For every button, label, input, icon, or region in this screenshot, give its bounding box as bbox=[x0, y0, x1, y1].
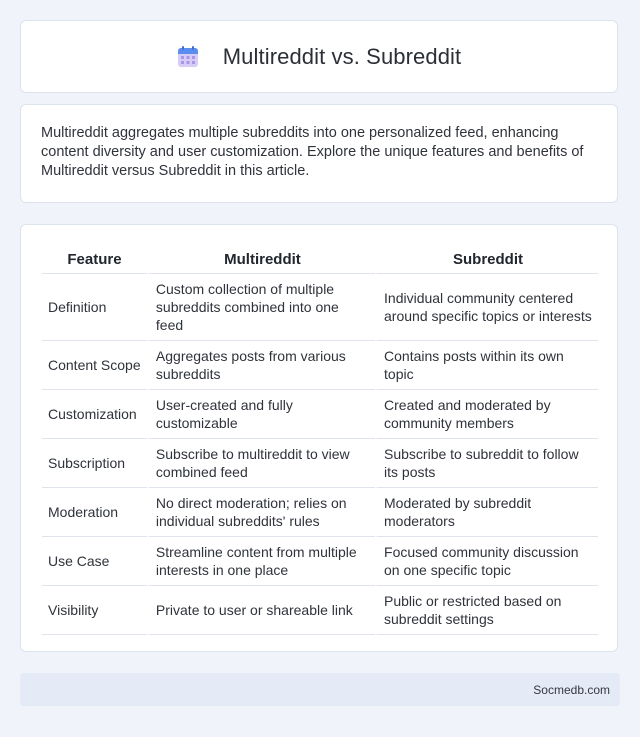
multireddit-cell: Subscribe to multireddit to view combined feed bbox=[147, 438, 375, 487]
feature-cell: Visibility bbox=[42, 585, 147, 635]
footer-bar bbox=[20, 673, 620, 706]
title-card bbox=[20, 20, 618, 93]
comparison-table bbox=[42, 243, 598, 635]
multireddit-cell: No direct moderation; relies on individual subreddits' rules bbox=[147, 487, 375, 536]
table-row bbox=[42, 536, 598, 585]
header-subreddit: Subreddit bbox=[375, 243, 598, 273]
feature-cell: Customization bbox=[42, 389, 147, 438]
subreddit-cell: Public or restricted based on subreddit settings bbox=[375, 585, 598, 635]
footer-site-name: Socmedb.com bbox=[533, 682, 610, 697]
feature-cell: Use Case bbox=[42, 536, 147, 585]
subreddit-cell: Individual community centered around specific topics or interests bbox=[375, 273, 598, 340]
header-feature: Feature bbox=[67, 251, 122, 268]
table-row bbox=[42, 273, 598, 340]
feature-cell: Definition bbox=[42, 273, 147, 340]
subreddit-cell: Contains posts within its own topic bbox=[375, 340, 598, 389]
calendar-icon bbox=[177, 46, 199, 68]
multireddit-cell: User-created and fully customizable bbox=[147, 389, 375, 438]
subreddit-cell: Focused community discussion on one specific topic bbox=[375, 536, 598, 585]
multireddit-cell: Aggregates posts from various subreddits bbox=[147, 340, 375, 389]
page-title: Multireddit vs. Subreddit bbox=[222, 43, 462, 69]
table-header-row bbox=[42, 243, 598, 273]
table-row bbox=[42, 389, 598, 438]
subreddit-cell: Subscribe to subreddit to follow its posts bbox=[375, 438, 598, 487]
subreddit-cell: Created and moderated by community members bbox=[375, 389, 598, 438]
feature-cell: Subscription bbox=[42, 438, 147, 487]
intro-text: Multireddit aggregates multiple subreddits into one personalized feed, enhancing content diversity and user customization. Explore the unique features and benefits of Multireddit versus Subreddit in this article. bbox=[41, 125, 584, 179]
table-row bbox=[42, 438, 598, 487]
multireddit-cell: Custom collection of multiple subreddits combined into one feed bbox=[147, 273, 375, 340]
intro-card bbox=[20, 104, 618, 203]
feature-cell: Content Scope bbox=[42, 340, 147, 389]
subreddit-cell: Moderated by subreddit moderators bbox=[375, 487, 598, 536]
comparison-table-card bbox=[20, 224, 618, 652]
multireddit-cell: Streamline content from multiple interests in one place bbox=[147, 536, 375, 585]
table-row bbox=[42, 340, 598, 389]
feature-cell: Moderation bbox=[42, 487, 147, 536]
header-multireddit: Multireddit bbox=[147, 243, 375, 273]
table-row bbox=[42, 585, 598, 635]
table-row bbox=[42, 487, 598, 536]
multireddit-cell: Private to user or shareable link bbox=[147, 585, 375, 635]
